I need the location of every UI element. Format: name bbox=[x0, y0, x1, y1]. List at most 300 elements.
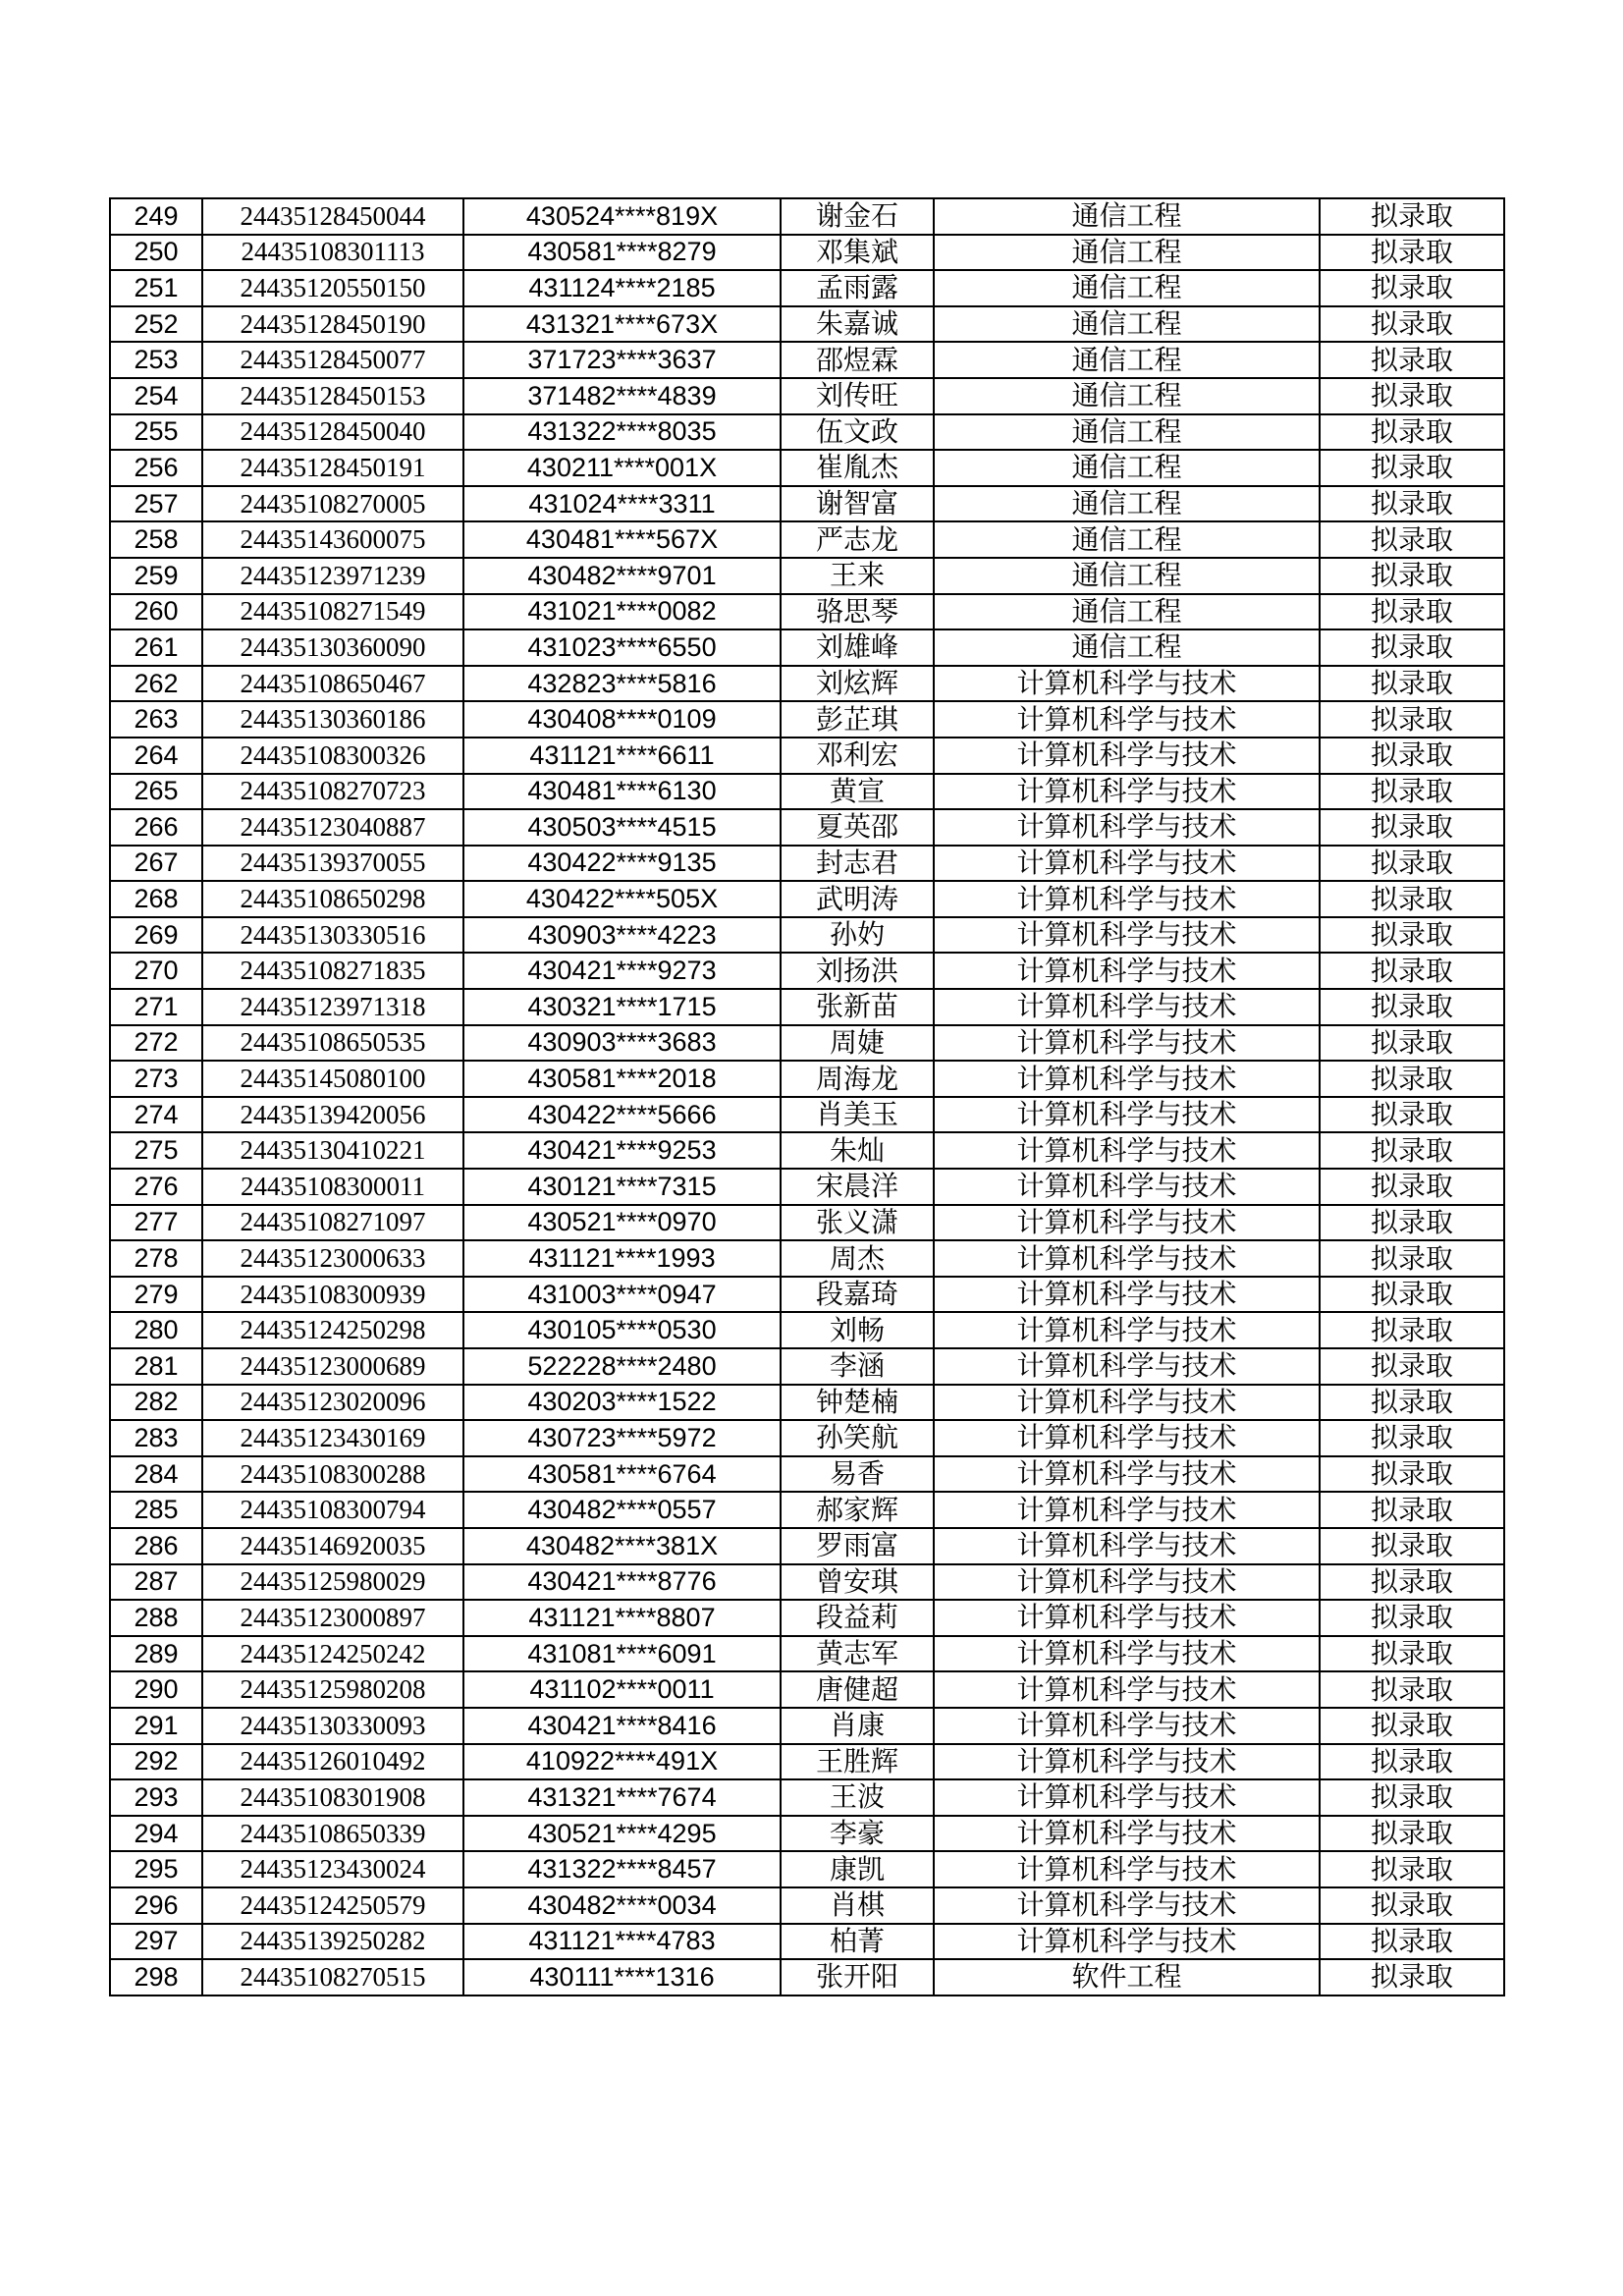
status-cell: 拟录取 bbox=[1320, 235, 1504, 271]
exam-number-cell: 24435123020096 bbox=[202, 1385, 463, 1421]
major-cell: 计算机科学与技术 bbox=[934, 1636, 1320, 1672]
id-number-cell: 430903****4223 bbox=[463, 917, 781, 954]
id-number-cell: 431003****0947 bbox=[463, 1277, 781, 1313]
id-number-cell: 430481****567X bbox=[463, 521, 781, 558]
id-number-cell: 430421****9253 bbox=[463, 1132, 781, 1169]
exam-number-cell: 24435120550150 bbox=[202, 270, 463, 306]
table-row bbox=[110, 450, 1504, 486]
id-number-cell: 430422****9135 bbox=[463, 846, 781, 882]
id-number-cell: 430503****4515 bbox=[463, 809, 781, 846]
exam-number-cell: 24435108300288 bbox=[202, 1456, 463, 1493]
id-number-cell: 430581****8279 bbox=[463, 235, 781, 271]
status-cell: 拟录取 bbox=[1320, 1708, 1504, 1744]
table-row bbox=[110, 1061, 1504, 1097]
table-row bbox=[110, 270, 1504, 306]
exam-number-cell: 24435108270723 bbox=[202, 774, 463, 810]
name-cell: 谢金石 bbox=[781, 198, 934, 235]
serial-number-cell: 275 bbox=[110, 1132, 202, 1169]
exam-number-cell: 24435128450077 bbox=[202, 342, 463, 378]
id-number-cell: 430321****1715 bbox=[463, 989, 781, 1025]
status-cell: 拟录取 bbox=[1320, 1816, 1504, 1852]
exam-number-cell: 24435139420056 bbox=[202, 1097, 463, 1133]
serial-number-cell: 262 bbox=[110, 666, 202, 702]
serial-number-cell: 270 bbox=[110, 953, 202, 989]
exam-number-cell: 24435128450040 bbox=[202, 414, 463, 451]
serial-number-cell: 258 bbox=[110, 521, 202, 558]
table-row bbox=[110, 486, 1504, 522]
status-cell: 拟录取 bbox=[1320, 881, 1504, 917]
major-cell: 计算机科学与技术 bbox=[934, 809, 1320, 846]
exam-number-cell: 24435123971318 bbox=[202, 989, 463, 1025]
major-cell: 计算机科学与技术 bbox=[934, 738, 1320, 774]
table-row bbox=[110, 1025, 1504, 1062]
table-row bbox=[110, 1851, 1504, 1887]
name-cell: 孙妁 bbox=[781, 917, 934, 954]
name-cell: 柏菁 bbox=[781, 1924, 934, 1960]
exam-number-cell: 24435123000689 bbox=[202, 1348, 463, 1385]
name-cell: 李涵 bbox=[781, 1348, 934, 1385]
status-cell: 拟录取 bbox=[1320, 1348, 1504, 1385]
status-cell: 拟录取 bbox=[1320, 558, 1504, 594]
id-number-cell: 430482****0034 bbox=[463, 1887, 781, 1924]
status-cell: 拟录取 bbox=[1320, 1528, 1504, 1564]
serial-number-cell: 257 bbox=[110, 486, 202, 522]
name-cell: 崔胤杰 bbox=[781, 450, 934, 486]
status-cell: 拟录取 bbox=[1320, 1385, 1504, 1421]
serial-number-cell: 276 bbox=[110, 1169, 202, 1205]
status-cell: 拟录取 bbox=[1320, 1671, 1504, 1708]
id-number-cell: 430211****001X bbox=[463, 450, 781, 486]
id-number-cell: 431121****8807 bbox=[463, 1600, 781, 1636]
exam-number-cell: 24435108650339 bbox=[202, 1816, 463, 1852]
status-cell: 拟录取 bbox=[1320, 270, 1504, 306]
id-number-cell: 430521****0970 bbox=[463, 1205, 781, 1241]
name-cell: 张开阳 bbox=[781, 1959, 934, 1995]
major-cell: 计算机科学与技术 bbox=[934, 1708, 1320, 1744]
name-cell: 朱嘉诚 bbox=[781, 306, 934, 343]
id-number-cell: 430105****0530 bbox=[463, 1312, 781, 1348]
id-number-cell: 371482****4839 bbox=[463, 378, 781, 414]
exam-number-cell: 24435123000897 bbox=[202, 1600, 463, 1636]
major-cell: 通信工程 bbox=[934, 198, 1320, 235]
major-cell: 通信工程 bbox=[934, 629, 1320, 666]
serial-number-cell: 292 bbox=[110, 1744, 202, 1780]
serial-number-cell: 286 bbox=[110, 1528, 202, 1564]
name-cell: 邓集斌 bbox=[781, 235, 934, 271]
id-number-cell: 430482****381X bbox=[463, 1528, 781, 1564]
serial-number-cell: 271 bbox=[110, 989, 202, 1025]
serial-number-cell: 252 bbox=[110, 306, 202, 343]
id-number-cell: 431322****8457 bbox=[463, 1851, 781, 1887]
serial-number-cell: 272 bbox=[110, 1025, 202, 1062]
table-row bbox=[110, 1097, 1504, 1133]
serial-number-cell: 279 bbox=[110, 1277, 202, 1313]
major-cell: 计算机科学与技术 bbox=[934, 1312, 1320, 1348]
table-row bbox=[110, 198, 1504, 235]
table-row bbox=[110, 738, 1504, 774]
name-cell: 唐健超 bbox=[781, 1671, 934, 1708]
major-cell: 计算机科学与技术 bbox=[934, 701, 1320, 738]
name-cell: 刘雄峰 bbox=[781, 629, 934, 666]
serial-number-cell: 283 bbox=[110, 1420, 202, 1456]
table-row bbox=[110, 1492, 1504, 1528]
major-cell: 计算机科学与技术 bbox=[934, 1348, 1320, 1385]
major-cell: 计算机科学与技术 bbox=[934, 666, 1320, 702]
serial-number-cell: 277 bbox=[110, 1205, 202, 1241]
admission-list-table bbox=[109, 197, 1505, 1996]
id-number-cell: 431322****8035 bbox=[463, 414, 781, 451]
id-number-cell: 431021****0082 bbox=[463, 594, 781, 630]
id-number-cell: 430421****8416 bbox=[463, 1708, 781, 1744]
exam-number-cell: 24435139370055 bbox=[202, 846, 463, 882]
table-row bbox=[110, 917, 1504, 954]
status-cell: 拟录取 bbox=[1320, 1887, 1504, 1924]
status-cell: 拟录取 bbox=[1320, 1959, 1504, 1995]
name-cell: 王波 bbox=[781, 1779, 934, 1816]
major-cell: 通信工程 bbox=[934, 521, 1320, 558]
serial-number-cell: 260 bbox=[110, 594, 202, 630]
major-cell: 通信工程 bbox=[934, 414, 1320, 451]
major-cell: 计算机科学与技术 bbox=[934, 1240, 1320, 1277]
table-row bbox=[110, 1816, 1504, 1852]
name-cell: 夏英邵 bbox=[781, 809, 934, 846]
major-cell: 计算机科学与技术 bbox=[934, 1061, 1320, 1097]
id-number-cell: 430203****1522 bbox=[463, 1385, 781, 1421]
table-row bbox=[110, 881, 1504, 917]
status-cell: 拟录取 bbox=[1320, 486, 1504, 522]
status-cell: 拟录取 bbox=[1320, 738, 1504, 774]
status-cell: 拟录取 bbox=[1320, 1277, 1504, 1313]
major-cell: 计算机科学与技术 bbox=[934, 1564, 1320, 1601]
id-number-cell: 431321****7674 bbox=[463, 1779, 781, 1816]
status-cell: 拟录取 bbox=[1320, 450, 1504, 486]
name-cell: 周杰 bbox=[781, 1240, 934, 1277]
major-cell: 计算机科学与技术 bbox=[934, 1671, 1320, 1708]
name-cell: 孟雨露 bbox=[781, 270, 934, 306]
serial-number-cell: 253 bbox=[110, 342, 202, 378]
serial-number-cell: 295 bbox=[110, 1851, 202, 1887]
id-number-cell: 430524****819X bbox=[463, 198, 781, 235]
exam-number-cell: 24435130360090 bbox=[202, 629, 463, 666]
major-cell: 计算机科学与技术 bbox=[934, 1779, 1320, 1816]
major-cell: 计算机科学与技术 bbox=[934, 1456, 1320, 1493]
serial-number-cell: 290 bbox=[110, 1671, 202, 1708]
major-cell: 计算机科学与技术 bbox=[934, 1816, 1320, 1852]
name-cell: 肖棋 bbox=[781, 1887, 934, 1924]
serial-number-cell: 297 bbox=[110, 1924, 202, 1960]
exam-number-cell: 24435128450190 bbox=[202, 306, 463, 343]
table-row bbox=[110, 1564, 1504, 1601]
serial-number-cell: 256 bbox=[110, 450, 202, 486]
exam-number-cell: 24435108301113 bbox=[202, 235, 463, 271]
status-cell: 拟录取 bbox=[1320, 1025, 1504, 1062]
status-cell: 拟录取 bbox=[1320, 1636, 1504, 1672]
id-number-cell: 371723****3637 bbox=[463, 342, 781, 378]
name-cell: 王来 bbox=[781, 558, 934, 594]
id-number-cell: 410922****491X bbox=[463, 1744, 781, 1780]
major-cell: 计算机科学与技术 bbox=[934, 1528, 1320, 1564]
table-row bbox=[110, 1240, 1504, 1277]
table-row bbox=[110, 235, 1504, 271]
name-cell: 钟楚楠 bbox=[781, 1385, 934, 1421]
table-row bbox=[110, 558, 1504, 594]
serial-number-cell: 282 bbox=[110, 1385, 202, 1421]
serial-number-cell: 261 bbox=[110, 629, 202, 666]
status-cell: 拟录取 bbox=[1320, 342, 1504, 378]
exam-number-cell: 24435125980208 bbox=[202, 1671, 463, 1708]
table-row bbox=[110, 846, 1504, 882]
status-cell: 拟录取 bbox=[1320, 521, 1504, 558]
major-cell: 通信工程 bbox=[934, 306, 1320, 343]
status-cell: 拟录取 bbox=[1320, 1240, 1504, 1277]
exam-number-cell: 24435128450153 bbox=[202, 378, 463, 414]
exam-number-cell: 24435108301908 bbox=[202, 1779, 463, 1816]
serial-number-cell: 274 bbox=[110, 1097, 202, 1133]
serial-number-cell: 293 bbox=[110, 1779, 202, 1816]
exam-number-cell: 24435108300326 bbox=[202, 738, 463, 774]
status-cell: 拟录取 bbox=[1320, 1492, 1504, 1528]
exam-number-cell: 24435130360186 bbox=[202, 701, 463, 738]
major-cell: 计算机科学与技术 bbox=[934, 989, 1320, 1025]
major-cell: 计算机科学与技术 bbox=[934, 1924, 1320, 1960]
major-cell: 计算机科学与技术 bbox=[934, 774, 1320, 810]
table-row bbox=[110, 1600, 1504, 1636]
major-cell: 计算机科学与技术 bbox=[934, 1132, 1320, 1169]
status-cell: 拟录取 bbox=[1320, 1779, 1504, 1816]
name-cell: 伍文政 bbox=[781, 414, 934, 451]
major-cell: 计算机科学与技术 bbox=[934, 1277, 1320, 1313]
major-cell: 计算机科学与技术 bbox=[934, 1205, 1320, 1241]
serial-number-cell: 268 bbox=[110, 881, 202, 917]
exam-number-cell: 24435143600075 bbox=[202, 521, 463, 558]
id-number-cell: 430521****4295 bbox=[463, 1816, 781, 1852]
serial-number-cell: 280 bbox=[110, 1312, 202, 1348]
exam-number-cell: 24435130330093 bbox=[202, 1708, 463, 1744]
serial-number-cell: 278 bbox=[110, 1240, 202, 1277]
status-cell: 拟录取 bbox=[1320, 989, 1504, 1025]
name-cell: 宋晨洋 bbox=[781, 1169, 934, 1205]
admission-list-body bbox=[110, 198, 1504, 1995]
name-cell: 黄宣 bbox=[781, 774, 934, 810]
serial-number-cell: 269 bbox=[110, 917, 202, 954]
major-cell: 软件工程 bbox=[934, 1959, 1320, 1995]
status-cell: 拟录取 bbox=[1320, 1924, 1504, 1960]
serial-number-cell: 249 bbox=[110, 198, 202, 235]
name-cell: 武明涛 bbox=[781, 881, 934, 917]
table-row bbox=[110, 809, 1504, 846]
table-row bbox=[110, 378, 1504, 414]
status-cell: 拟录取 bbox=[1320, 1851, 1504, 1887]
serial-number-cell: 267 bbox=[110, 846, 202, 882]
major-cell: 计算机科学与技术 bbox=[934, 1385, 1320, 1421]
exam-number-cell: 24435125980029 bbox=[202, 1564, 463, 1601]
serial-number-cell: 285 bbox=[110, 1492, 202, 1528]
name-cell: 孙笑航 bbox=[781, 1420, 934, 1456]
exam-number-cell: 24435145080100 bbox=[202, 1061, 463, 1097]
exam-number-cell: 24435146920035 bbox=[202, 1528, 463, 1564]
name-cell: 谢智富 bbox=[781, 486, 934, 522]
name-cell: 肖美玉 bbox=[781, 1097, 934, 1133]
major-cell: 计算机科学与技术 bbox=[934, 1744, 1320, 1780]
table-row bbox=[110, 414, 1504, 451]
status-cell: 拟录取 bbox=[1320, 1132, 1504, 1169]
exam-number-cell: 24435108271835 bbox=[202, 953, 463, 989]
table-row bbox=[110, 1277, 1504, 1313]
serial-number-cell: 254 bbox=[110, 378, 202, 414]
id-number-cell: 431321****673X bbox=[463, 306, 781, 343]
id-number-cell: 430903****3683 bbox=[463, 1025, 781, 1062]
exam-number-cell: 24435108650298 bbox=[202, 881, 463, 917]
major-cell: 计算机科学与技术 bbox=[934, 1025, 1320, 1062]
name-cell: 肖康 bbox=[781, 1708, 934, 1744]
exam-number-cell: 24435124250579 bbox=[202, 1887, 463, 1924]
id-number-cell: 430482****0557 bbox=[463, 1492, 781, 1528]
exam-number-cell: 24435108300939 bbox=[202, 1277, 463, 1313]
id-number-cell: 430421****9273 bbox=[463, 953, 781, 989]
exam-number-cell: 24435108270515 bbox=[202, 1959, 463, 1995]
id-number-cell: 431081****6091 bbox=[463, 1636, 781, 1672]
table-row bbox=[110, 1385, 1504, 1421]
id-number-cell: 430422****5666 bbox=[463, 1097, 781, 1133]
name-cell: 王胜辉 bbox=[781, 1744, 934, 1780]
name-cell: 封志君 bbox=[781, 846, 934, 882]
status-cell: 拟录取 bbox=[1320, 1564, 1504, 1601]
id-number-cell: 522228****2480 bbox=[463, 1348, 781, 1385]
major-cell: 通信工程 bbox=[934, 270, 1320, 306]
major-cell: 通信工程 bbox=[934, 378, 1320, 414]
status-cell: 拟录取 bbox=[1320, 666, 1504, 702]
major-cell: 通信工程 bbox=[934, 342, 1320, 378]
serial-number-cell: 287 bbox=[110, 1564, 202, 1601]
id-number-cell: 431121****1993 bbox=[463, 1240, 781, 1277]
id-number-cell: 430481****6130 bbox=[463, 774, 781, 810]
exam-number-cell: 24435123040887 bbox=[202, 809, 463, 846]
id-number-cell: 432823****5816 bbox=[463, 666, 781, 702]
name-cell: 周海龙 bbox=[781, 1061, 934, 1097]
table-row bbox=[110, 1169, 1504, 1205]
major-cell: 通信工程 bbox=[934, 558, 1320, 594]
serial-number-cell: 284 bbox=[110, 1456, 202, 1493]
name-cell: 郝家辉 bbox=[781, 1492, 934, 1528]
name-cell: 曾安琪 bbox=[781, 1564, 934, 1601]
table-row bbox=[110, 953, 1504, 989]
id-number-cell: 431024****3311 bbox=[463, 486, 781, 522]
exam-number-cell: 24435128450191 bbox=[202, 450, 463, 486]
status-cell: 拟录取 bbox=[1320, 917, 1504, 954]
table-row bbox=[110, 594, 1504, 630]
serial-number-cell: 255 bbox=[110, 414, 202, 451]
table-row bbox=[110, 1924, 1504, 1960]
serial-number-cell: 265 bbox=[110, 774, 202, 810]
name-cell: 黄志军 bbox=[781, 1636, 934, 1672]
status-cell: 拟录取 bbox=[1320, 1061, 1504, 1097]
major-cell: 计算机科学与技术 bbox=[934, 917, 1320, 954]
serial-number-cell: 291 bbox=[110, 1708, 202, 1744]
serial-number-cell: 263 bbox=[110, 701, 202, 738]
exam-number-cell: 24435124250242 bbox=[202, 1636, 463, 1672]
major-cell: 计算机科学与技术 bbox=[934, 953, 1320, 989]
id-number-cell: 430723****5972 bbox=[463, 1420, 781, 1456]
name-cell: 罗雨富 bbox=[781, 1528, 934, 1564]
major-cell: 计算机科学与技术 bbox=[934, 1492, 1320, 1528]
name-cell: 李豪 bbox=[781, 1816, 934, 1852]
name-cell: 易香 bbox=[781, 1456, 934, 1493]
status-cell: 拟录取 bbox=[1320, 198, 1504, 235]
exam-number-cell: 24435126010492 bbox=[202, 1744, 463, 1780]
exam-number-cell: 24435130330516 bbox=[202, 917, 463, 954]
table-row bbox=[110, 1456, 1504, 1493]
status-cell: 拟录取 bbox=[1320, 809, 1504, 846]
status-cell: 拟录取 bbox=[1320, 1600, 1504, 1636]
major-cell: 计算机科学与技术 bbox=[934, 1851, 1320, 1887]
exam-number-cell: 24435139250282 bbox=[202, 1924, 463, 1960]
status-cell: 拟录取 bbox=[1320, 846, 1504, 882]
exam-number-cell: 24435108300011 bbox=[202, 1169, 463, 1205]
status-cell: 拟录取 bbox=[1320, 629, 1504, 666]
status-cell: 拟录取 bbox=[1320, 1312, 1504, 1348]
id-number-cell: 430408****0109 bbox=[463, 701, 781, 738]
major-cell: 计算机科学与技术 bbox=[934, 1887, 1320, 1924]
major-cell: 计算机科学与技术 bbox=[934, 1097, 1320, 1133]
table-row bbox=[110, 774, 1504, 810]
status-cell: 拟录取 bbox=[1320, 594, 1504, 630]
name-cell: 骆思琴 bbox=[781, 594, 934, 630]
exam-number-cell: 24435108650535 bbox=[202, 1025, 463, 1062]
serial-number-cell: 273 bbox=[110, 1061, 202, 1097]
name-cell: 周婕 bbox=[781, 1025, 934, 1062]
table-row bbox=[110, 342, 1504, 378]
name-cell: 刘炫辉 bbox=[781, 666, 934, 702]
table-row bbox=[110, 1959, 1504, 1995]
name-cell: 邓利宏 bbox=[781, 738, 934, 774]
table-row bbox=[110, 701, 1504, 738]
status-cell: 拟录取 bbox=[1320, 306, 1504, 343]
table-row bbox=[110, 1744, 1504, 1780]
table-row bbox=[110, 1636, 1504, 1672]
exam-number-cell: 24435128450044 bbox=[202, 198, 463, 235]
exam-number-cell: 24435123430024 bbox=[202, 1851, 463, 1887]
table-row bbox=[110, 1205, 1504, 1241]
id-number-cell: 431121****6611 bbox=[463, 738, 781, 774]
table-row bbox=[110, 1887, 1504, 1924]
serial-number-cell: 294 bbox=[110, 1816, 202, 1852]
table-row bbox=[110, 989, 1504, 1025]
table-row bbox=[110, 666, 1504, 702]
exam-number-cell: 24435130410221 bbox=[202, 1132, 463, 1169]
status-cell: 拟录取 bbox=[1320, 1205, 1504, 1241]
exam-number-cell: 24435123971239 bbox=[202, 558, 463, 594]
id-number-cell: 430482****9701 bbox=[463, 558, 781, 594]
serial-number-cell: 288 bbox=[110, 1600, 202, 1636]
serial-number-cell: 298 bbox=[110, 1959, 202, 1995]
table-row bbox=[110, 1420, 1504, 1456]
major-cell: 通信工程 bbox=[934, 486, 1320, 522]
name-cell: 刘扬洪 bbox=[781, 953, 934, 989]
name-cell: 段嘉琦 bbox=[781, 1277, 934, 1313]
table-row bbox=[110, 629, 1504, 666]
major-cell: 计算机科学与技术 bbox=[934, 881, 1320, 917]
exam-number-cell: 24435108271549 bbox=[202, 594, 463, 630]
table-row bbox=[110, 521, 1504, 558]
table-row bbox=[110, 1671, 1504, 1708]
id-number-cell: 430422****505X bbox=[463, 881, 781, 917]
major-cell: 计算机科学与技术 bbox=[934, 1600, 1320, 1636]
status-cell: 拟录取 bbox=[1320, 1456, 1504, 1493]
id-number-cell: 430121****7315 bbox=[463, 1169, 781, 1205]
major-cell: 计算机科学与技术 bbox=[934, 846, 1320, 882]
table-row bbox=[110, 306, 1504, 343]
status-cell: 拟录取 bbox=[1320, 378, 1504, 414]
